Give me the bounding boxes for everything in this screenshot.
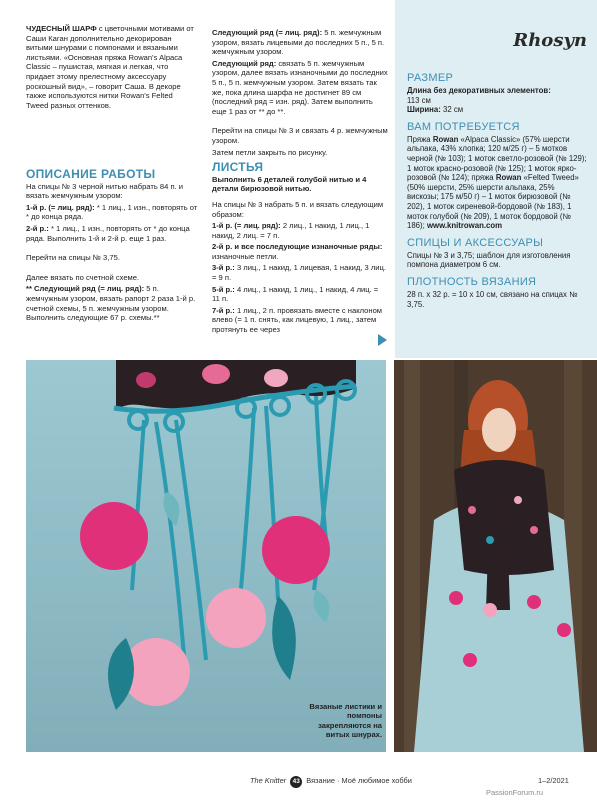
mid-row2-text: связать 5 п. жемчужным узором, далее вязать изнаночными до последних 5 п., 5 п. жемчужным узором. Затем вязать так же, пока длина шарфа не достигнет 89 см (последний ряд = изн. ряд). Затем выполнить еще 1 раз от ** до **. (212, 58, 388, 116)
need-brand2: Rowan (495, 173, 522, 183)
mid-section (212, 28, 388, 337)
scarf-detail-illustration (26, 360, 386, 752)
work-row1-text: * 1 лиц., 1 изн., повторять от * до конца ряда. (26, 202, 198, 222)
mid-row2 (212, 59, 388, 117)
model-illustration (394, 360, 597, 752)
leaves-l2-text: 2 лиц., 1 накид, 1 лиц., 1 накид, 2 лиц. = 7 п. (212, 221, 370, 240)
brand-title: Rhosyn (513, 30, 587, 51)
leaves-l2 (212, 221, 388, 240)
leaves-l5 (212, 285, 388, 304)
work-p3: Далее вязать по счетной схеме. (26, 272, 140, 282)
leaves-l4 (212, 263, 388, 282)
size-length: 113 см (407, 95, 431, 105)
footer-magazine (250, 776, 412, 788)
specs-panel (395, 0, 597, 358)
mid-p2: Затем петли закрыть по рисунку. (212, 147, 328, 157)
need-brand1: Rowan (432, 134, 459, 144)
mid-row1-text: 5 п. жемчужным узором, вязать лицевыми до последних 5 п., 5 п. жемчужным узором. (212, 28, 385, 57)
footer-date: 1–2/2021 (538, 776, 569, 785)
density-title: ПЛОТНОСТЬ ВЯЗАНИЯ (407, 275, 537, 288)
intro-title: ЧУДЕСНЫЙ ШАРФ (26, 24, 97, 33)
leaves-l4-label: 3-й р.: (212, 263, 235, 273)
work-row3 (26, 284, 198, 322)
work-row3-label: ** Следующий ряд (= лиц. ряд): (26, 284, 145, 294)
leaves-intro: Выполнить 6 деталей голубой нитью и 4 детали бирюзовой нитью. (212, 174, 367, 194)
density-text: 28 п. х 32 р. = 10 х 10 см, связано на спицах № 3,75. (407, 289, 578, 309)
model-photo (394, 360, 597, 752)
work-section (26, 166, 198, 325)
tools-title: СПИЦЫ И АКСЕССУАРЫ (407, 236, 544, 249)
footer-mag1: The Knitter (250, 776, 287, 785)
size-title: РАЗМЕР (407, 72, 454, 84)
intro-box (0, 0, 203, 160)
size-width-label: Ширина: (407, 105, 441, 115)
need-url[interactable]: www.knitrowan.com (426, 221, 503, 231)
need-title: ВАМ ПОТРЕБУЕТСЯ (407, 120, 520, 133)
need-text2: «Alpaca Classic» (57% шерсти альпака, 43% хлопка; 120 м/25 г) – 5 мотков черной (№ 103); 1 моток светло-розовой (№ 129); 1 моток красно-розовой (№ 125); 1 моток ярко-розовой (№ 124); пряжа (407, 134, 587, 183)
leaves-l2-label: 1-й р. (= лиц. ряд): (212, 221, 281, 231)
size-width (407, 105, 587, 115)
leaves-l3-text: изнаночные петли. (212, 251, 279, 261)
work-row2-text: * 1 лиц., 1 изн., повторять от * до конца ряда. Выполнить 1-й и 2-й р. еще 1 раз. (26, 223, 190, 243)
work-row1 (26, 203, 198, 222)
leaves-l4-text: 3 лиц., 1 накид, 1 лицевая, 1 накид, 3 лиц. = 9 п. (212, 263, 387, 283)
leaves-l5-text: 4 лиц., 1 накид, 1 лиц., 1 накид, 4 лиц. = 11 п. (212, 284, 379, 304)
mid-p1: Перейти на спицы № 3 и связать 4 р. жемчужным узором. (212, 126, 388, 145)
leaves-l3-label: 2-й р. и все последующие изнаночные ряды: (212, 242, 383, 252)
leaves-l5-label: 5-й р.: (212, 284, 235, 294)
need-text (407, 135, 587, 231)
leaves-l1: На спицы № 3 набрать 5 п. и вязать следующим образом: (212, 199, 384, 219)
page-footer (0, 772, 597, 800)
mid-row1-label: Следующий ряд (= лиц. ряд): (212, 28, 323, 37)
work-row3-text: 5 п. жемчужным узором, вязать рапорт 2 раза 1-й р. счетной схемы, 5 п. жемчужным узором. Выполнить следующие 67 р. схемы.** (26, 284, 196, 323)
work-row2 (26, 224, 198, 243)
need-text1: Пряжа (407, 134, 431, 144)
leaves-l3 (212, 242, 388, 261)
work-title: ОПИСАНИЕ РАБОТЫ (26, 167, 156, 181)
leaves-l6-text: 1 лиц., 2 п. провязать вместе с наклоном влево (= 1 п. снять, как лицевую, 1 лиц., затем протянуть ее через (212, 305, 383, 335)
work-p2: Перейти на спицы № 3,75. (26, 253, 120, 263)
page-number: 43 (290, 776, 302, 788)
photo-caption: Вязаные листики и помпоны закрепляются на витых шнурах. (309, 702, 382, 740)
scarf-detail-photo (26, 360, 386, 752)
leaves-l6 (212, 306, 388, 335)
mid-row2-label: Следующий ряд: (212, 58, 277, 68)
size-sub: Длина без декоративных элементов: (407, 86, 551, 95)
leaves-l6-label: 7-й р.: (212, 305, 235, 315)
work-row2-label: 2-й р.: (26, 223, 49, 233)
leaves-title: ЛИСТЬЯ (212, 160, 264, 175)
work-row1-label: 1-й р. (= лиц. ряд): (26, 202, 95, 212)
work-p1: На спицы № 3 черной нитью набрать 84 п. и вязать жемчужным узором: (26, 181, 184, 201)
need-text3: «Felted Tweed» (50% шерсти, 25% шерсти альпака, 25% вискозы; 175 м/50 г) – 1 моток бирюзовой (№ 202), 1 моток сиреневой-бордовой (№ 183), 1 моток голубой (№ 209), 1 моток бордовой (№ 186); (407, 173, 579, 231)
intro-text: с цветочными мотивами от Саши Каган дополнительно декорирован витыми шнурами с помпонами и вязаными листьями. «Основная пряжа Rowan's Alpaca Classic – пушистая, мягкая и легкая, что придает этому прелестному аксессуару роскошный вид», – говорит Саша. В декоре также используются нитки Rowan's Felted Tweed разных оттенков. (26, 24, 194, 110)
continue-arrow-icon (378, 334, 387, 346)
mid-row1 (212, 28, 388, 57)
footer-mag2: Вязание · Моё любимое хобби (306, 776, 412, 785)
tools-text: Спицы № 3 и 3,75; шаблон для изготовления помпона диаметром 6 см. (407, 250, 571, 270)
footer-watermark: PassionForum.ru (486, 788, 544, 797)
size-width-value: 32 см (443, 105, 464, 115)
